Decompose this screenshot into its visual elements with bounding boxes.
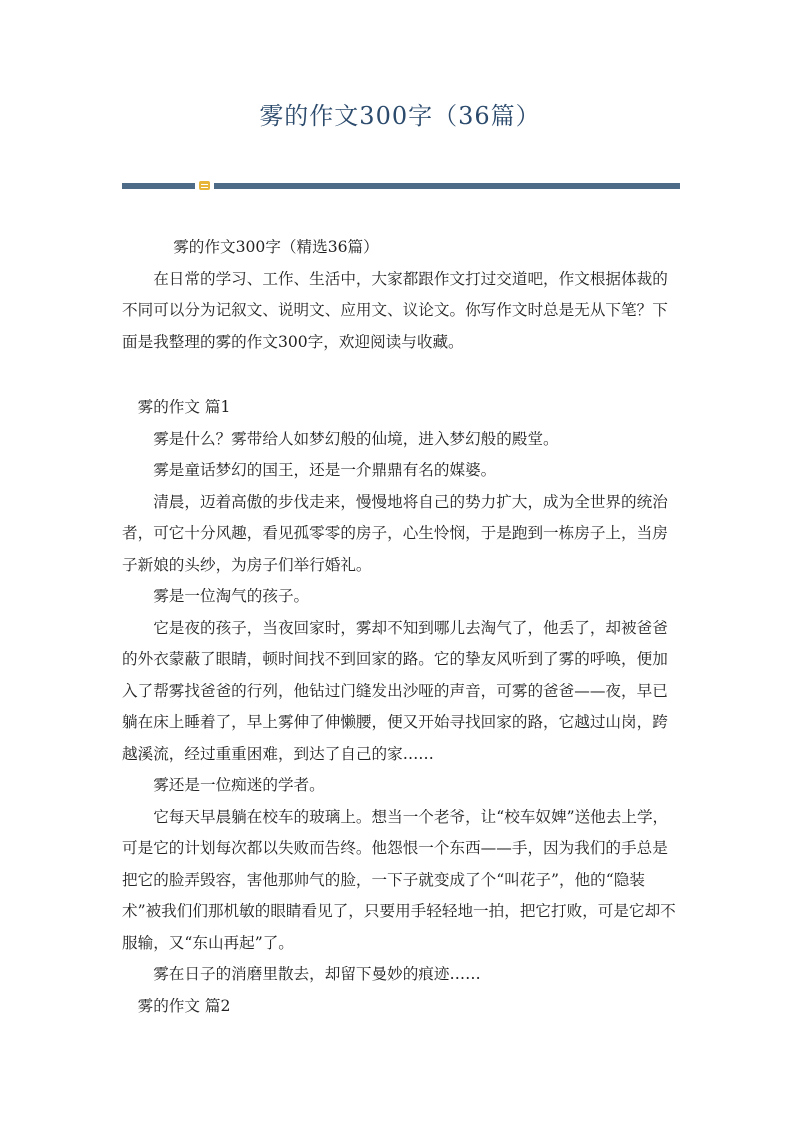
- paragraph: 雾还是一位痴迷的学者。: [153, 776, 325, 794]
- divider-ornament-icon: [199, 181, 210, 190]
- paragraph: 雾是童话梦幻的国王，还是一介鼎鼎有名的媒婆。: [153, 461, 497, 479]
- article-body: [122, 232, 682, 1022]
- divider-bar-right: [214, 183, 680, 189]
- paragraph: 雾是什么？雾带给人如梦幻般的仙境，进入梦幻般的殿堂。: [153, 429, 559, 448]
- title-divider: [122, 181, 680, 191]
- paragraph: 雾是一位淘气的孩子。: [153, 587, 310, 605]
- article-subtitle: 雾的作文300字（精选36篇）: [173, 238, 379, 256]
- paragraph: 清晨，迈着高傲的步伐走来，慢慢地将自己的势力扩大，成为全世界的统治者，可它十分风趣，看见孤零零的房子，心生怜悯，于是跑到一栋房子上，当房子新娘的头纱，为房子们举行婚礼。: [122, 492, 668, 574]
- section-heading-1: 雾的作文 篇1: [137, 398, 231, 416]
- paragraph: 它每天早晨躺在校车的玻璃上。想当一个老爷，让“校车奴婢”送他去上学，可是它的计划每次都以失败而告终。他怨恨一个东西——手，因为我们的手总是把它的脸弄毁容，害他那帅气的脸，一下子就变成了个“叫花子”，他的“隐装术”被我们们那机敏的眼睛看见了，只要用手轻轻地一拍，把它打败，可是它却不服输，又“东山再起”了。: [122, 807, 676, 952]
- section-heading-2: 雾的作文 篇2: [137, 996, 231, 1015]
- intro-paragraph: 在日常的学习、工作、生活中，大家都跟作文打过交道吧，作文根据体裁的不同可以分为记叙文、说明文、应用文、议论文。你写作文时总是无从下笔？下面是我整理的雾的作文300字，欢迎阅读与收藏。: [122, 269, 668, 351]
- divider-bar-left: [122, 183, 195, 189]
- paragraph: 雾在日子的消磨里散去，却留下曼妙的痕迹……: [153, 965, 481, 983]
- section-spacer: [122, 358, 682, 392]
- paragraph: 它是夜的孩子，当夜回家时，雾却不知到哪儿去淘气了，他丢了，却被爸爸的外衣蒙蔽了眼睛，顿时间找不到回家的路。它的挚友风听到了雾的呼唤，便加入了帮雾找爸爸的行列，他钻过门缝发出沙哑的声音，可雾的爸爸——夜，早已躺在床上睡着了，早上雾伸了伸懒腰，便又开始寻找回家的路，它越过山岗，跨越溪流，经过重重困难，到达了自己的家……: [122, 618, 668, 763]
- page-title: 雾的作文300字（36篇）: [259, 102, 541, 130]
